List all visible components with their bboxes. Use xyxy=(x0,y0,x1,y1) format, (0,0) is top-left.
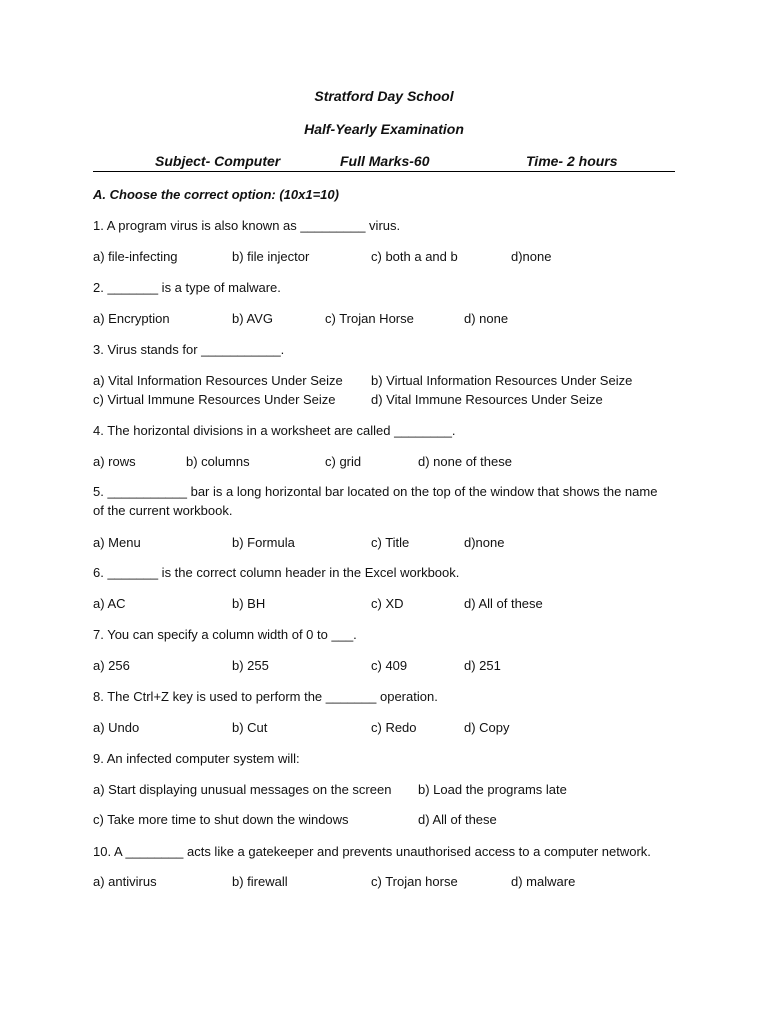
option-6a: a) AC xyxy=(93,596,126,611)
question-6: 6. _______ is the correct column header in the Excel workbook. xyxy=(93,565,460,580)
question-5-line-2: of the current workbook. xyxy=(93,503,233,518)
option-2d: d) none xyxy=(464,311,509,326)
option-9b: b) Load the programs late xyxy=(418,782,567,797)
option-2b: b) AVG xyxy=(232,311,273,326)
option-10a: a) antivirus xyxy=(93,874,157,889)
section-title: A. Choose the correct option: (10x1=10) xyxy=(93,187,339,202)
option-1d: d)none xyxy=(511,249,552,264)
option-3d: d) Vital Immune Resources Under Seize xyxy=(371,392,603,407)
option-9c: c) Take more time to shut down the windows xyxy=(93,812,349,827)
question-9: 9. An infected computer system will: xyxy=(93,751,300,766)
option-5a: a) Menu xyxy=(93,535,141,550)
option-1c: c) both a and b xyxy=(371,249,458,264)
full-marks-label: Full Marks-60 xyxy=(340,153,430,169)
option-8c: c) Redo xyxy=(371,720,417,735)
question-5-line-1: 5. ___________ bar is a long horizontal bar located on the top of the window that shows the name xyxy=(93,484,658,499)
option-6c: c) XD xyxy=(371,596,404,611)
option-4b: b) columns xyxy=(186,454,250,469)
option-6b: b) BH xyxy=(232,596,266,611)
question-8: 8. The Ctrl+Z key is used to perform the _______ operation. xyxy=(93,689,438,704)
time-label: Time- 2 hours xyxy=(526,153,618,169)
option-9d: d) All of these xyxy=(418,812,497,827)
option-8b: b) Cut xyxy=(232,720,268,735)
question-4: 4. The horizontal divisions in a worksheet are called ________. xyxy=(93,423,456,438)
option-4a: a) rows xyxy=(93,454,136,469)
option-7d: d) 251 xyxy=(464,658,501,673)
option-4c: c) grid xyxy=(325,454,362,469)
option-10b: b) firewall xyxy=(232,874,288,889)
option-1b: b) file injector xyxy=(232,249,310,264)
option-2c: c) Trojan Horse xyxy=(325,311,414,326)
option-3c: c) Virtual Immune Resources Under Seize xyxy=(93,392,336,407)
option-10d: d) malware xyxy=(511,874,576,889)
option-8d: d) Copy xyxy=(464,720,510,735)
option-1a: a) file-infecting xyxy=(93,249,178,264)
option-7b: b) 255 xyxy=(232,658,269,673)
question-10: 10. A ________ acts like a gatekeeper and prevents unauthorised access to a computer network. xyxy=(93,844,651,859)
exam-title: Half-Yearly Examination xyxy=(304,121,464,137)
question-1: 1. A program virus is also known as _________ virus. xyxy=(93,218,401,233)
option-7a: a) 256 xyxy=(93,658,130,673)
question-7: 7. You can specify a column width of 0 to ___. xyxy=(93,627,357,642)
option-5b: b) Formula xyxy=(232,535,295,550)
question-2: 2. _______ is a type of malware. xyxy=(93,280,281,295)
option-5c: c) Title xyxy=(371,535,410,550)
option-9a: a) Start displaying unusual messages on the screen xyxy=(93,782,392,797)
option-5d: d)none xyxy=(464,535,505,550)
option-8a: a) Undo xyxy=(93,720,140,735)
subject-label: Subject- Computer xyxy=(155,153,281,169)
option-10c: c) Trojan horse xyxy=(371,874,458,889)
option-4d: d) none of these xyxy=(418,454,512,469)
school-name: Stratford Day School xyxy=(314,88,454,104)
option-3a: a) Vital Information Resources Under Seize xyxy=(93,373,343,388)
question-3: 3. Virus stands for ___________. xyxy=(93,342,285,357)
option-3b: b) Virtual Information Resources Under Seize xyxy=(371,373,633,388)
header-divider xyxy=(93,171,675,172)
option-6d: d) All of these xyxy=(464,596,543,611)
option-7c: c) 409 xyxy=(371,658,408,673)
option-2a: a) Encryption xyxy=(93,311,170,326)
